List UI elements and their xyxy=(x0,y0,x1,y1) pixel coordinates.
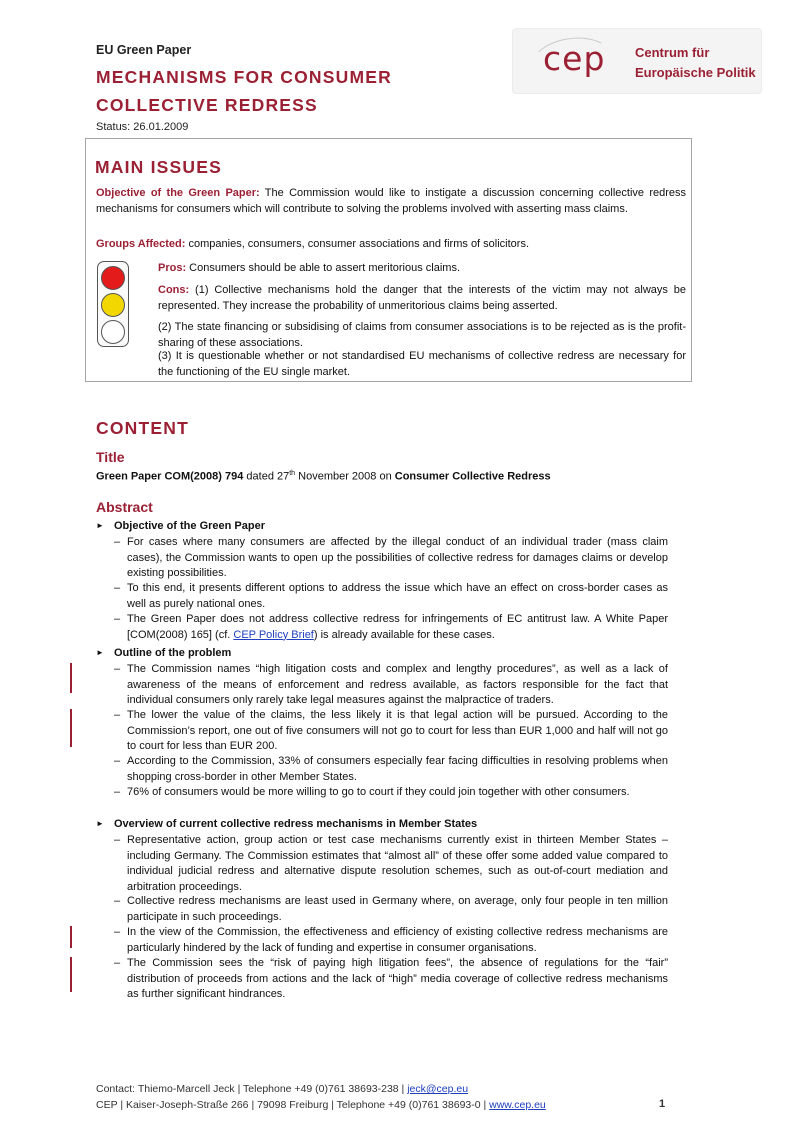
footer-address: CEP | Kaiser-Joseph-Straße 266 | 79098 Freiburg | Telephone +49 (0)761 38693-0 | www.cep.eu xyxy=(96,1099,546,1111)
pros-paragraph xyxy=(158,261,686,277)
content-heading: CONTENT xyxy=(96,418,189,438)
white-light-icon xyxy=(101,320,125,344)
traffic-light-icon xyxy=(97,261,129,347)
logo-mark: cep xyxy=(543,39,606,78)
cons-label: Cons: xyxy=(158,284,190,296)
reference-dated: dated 27 xyxy=(243,470,290,483)
list-item: – For cases where many consumers are affected by the illegal conduct of an individual trader (mass claim cases), the Commission wants to open up the possibilities of collective redress for damages claims or develop existing possibilities. xyxy=(114,536,668,579)
list-item: – The Commission sees the “risk of paying high litigation fees”, the absence of regulations for the “fair” distribution of proceeds from actions and the lack of “high” media coverage of collective redress mechanisms as further significant hindrances. xyxy=(114,957,668,1000)
abstract-heading: Abstract xyxy=(96,499,153,515)
groups-label: Groups Affected: xyxy=(96,238,186,250)
list-item: – To this end, it presents different options to address the issue which have an effect on cross-border cases as well as purely national ones. xyxy=(114,582,668,610)
title-heading: Title xyxy=(96,449,125,465)
main-issues-box xyxy=(85,138,692,382)
objective-paragraph xyxy=(96,186,686,217)
document-reference xyxy=(96,470,551,483)
list-item: – In the view of the Commission, the effectiveness and efficiency of existing collective redress mechanisms are particularly hindered by the lack of funding and expertise in consumer organisations. xyxy=(114,926,668,954)
list-item: – According to the Commission, 33% of consumers especially fear facing difficulties in resolving problems when shopping cross-border in other Member States. xyxy=(114,755,668,783)
logo-name-line1: Centrum für xyxy=(635,45,710,60)
logo-name-line2: Europäische Politik xyxy=(635,65,756,80)
list-item: – 76% of consumers would be more willing to go to court if they could join together with other consumers. xyxy=(114,786,630,798)
pros-label: Pros: xyxy=(158,262,187,274)
cons-text-1: (1) Collective mechanisms hold the danger that the interests of the victim may not always be represented. They increase the probability of unmeritorious claims being asserted. xyxy=(158,284,686,312)
groups-text: companies, consumers, consumer associations and firms of solicitors. xyxy=(185,238,530,250)
change-marker xyxy=(70,957,72,992)
pros-text: Consumers should be able to assert meritorious claims. xyxy=(186,262,461,274)
cons-paragraph-3: (3) It is questionable whether or not standardised EU mechanisms of collective redress are necessary for the functioning of the EU single market. xyxy=(158,350,686,378)
bullet-arrow-icon: ► xyxy=(96,819,104,828)
cons-paragraph-2: (2) The state financing or subsidising of claims from consumer associations is to be rejected as is the profit-sharing of these associations. xyxy=(158,321,686,349)
change-marker xyxy=(70,926,72,948)
contact-email-link[interactable]: jeck@cep.eu xyxy=(407,1083,469,1095)
change-marker xyxy=(70,663,72,693)
groups-paragraph xyxy=(96,237,686,253)
cep-policy-brief-link[interactable]: CEP Policy Brief xyxy=(233,628,314,641)
objective-label: Objective of the Green Paper: xyxy=(96,187,260,199)
page-title: MECHANISMS FOR CONSUMER COLLECTIVE REDRESS xyxy=(96,67,392,115)
red-light-icon xyxy=(101,266,125,290)
website-link[interactable]: www.cep.eu xyxy=(489,1099,546,1111)
page-number: 1 xyxy=(659,1098,666,1110)
footer-contact: Contact: Thiemo-Marcell Jeck | Telephone +49 (0)761 38693-238 | jeck@cep.eu xyxy=(96,1083,469,1095)
reference-number: Green Paper COM(2008) 794 xyxy=(96,470,244,483)
status-date: Status: 26.01.2009 xyxy=(96,121,189,133)
list-item: – The lower the value of the claims, the less likely it is that legal action will be pursued. According to the Commission’s report, one out of five consumers will not go to court for less than EUR 1,000 and half will not go to court for less than EUR 200. xyxy=(114,709,668,752)
cons-paragraph-1 xyxy=(158,283,686,314)
bullet-arrow-icon: ► xyxy=(96,648,104,657)
objective-text: The Commission would like to instigate a discussion concerning collective redress mechanisms for consumers which will contribute to solving the problems involved with asserting mass claims. xyxy=(96,187,687,215)
list-item: – The Commission names “high litigation costs and complex and lengthy procedures”, as well as a lack of awareness of the means of enforcement and redress available, as factors responsible for the fact that individual consumers only rarely take legal measures against the malpractice of traders. xyxy=(114,663,668,706)
list-item: – Representative action, group action or test case mechanisms currently exist in thirteen Member States – including Germany. The Commission estimates that “almost all” of these offer some added value compared to individual judicial redress and alternative dispute resolution schemes, such as out-of-court mediation and arbitration proceedings. xyxy=(114,834,668,893)
main-issues-heading: MAIN ISSUES xyxy=(95,157,222,177)
bullet-arrow-icon: ► xyxy=(96,521,104,530)
list-item: – The Green Paper does not address collective redress for infringements of EC antitrust law. A White Paper [COM(2008) 165] (cf. CEP Policy Brief) is already available for these cases. xyxy=(114,613,668,641)
reference-month: November 2008 on xyxy=(295,470,395,483)
logo-name xyxy=(635,43,756,83)
list-item: – Collective redress mechanisms are least used in Germany where, on average, only four people in ten million participate in such proceedings. xyxy=(114,895,668,923)
yellow-light-icon xyxy=(101,293,125,317)
cep-logo xyxy=(512,28,762,94)
change-marker xyxy=(70,709,72,747)
doc-kicker: EU Green Paper xyxy=(96,43,192,57)
reference-sup: th xyxy=(289,470,296,477)
reference-subject: Consumer Collective Redress xyxy=(394,470,551,483)
